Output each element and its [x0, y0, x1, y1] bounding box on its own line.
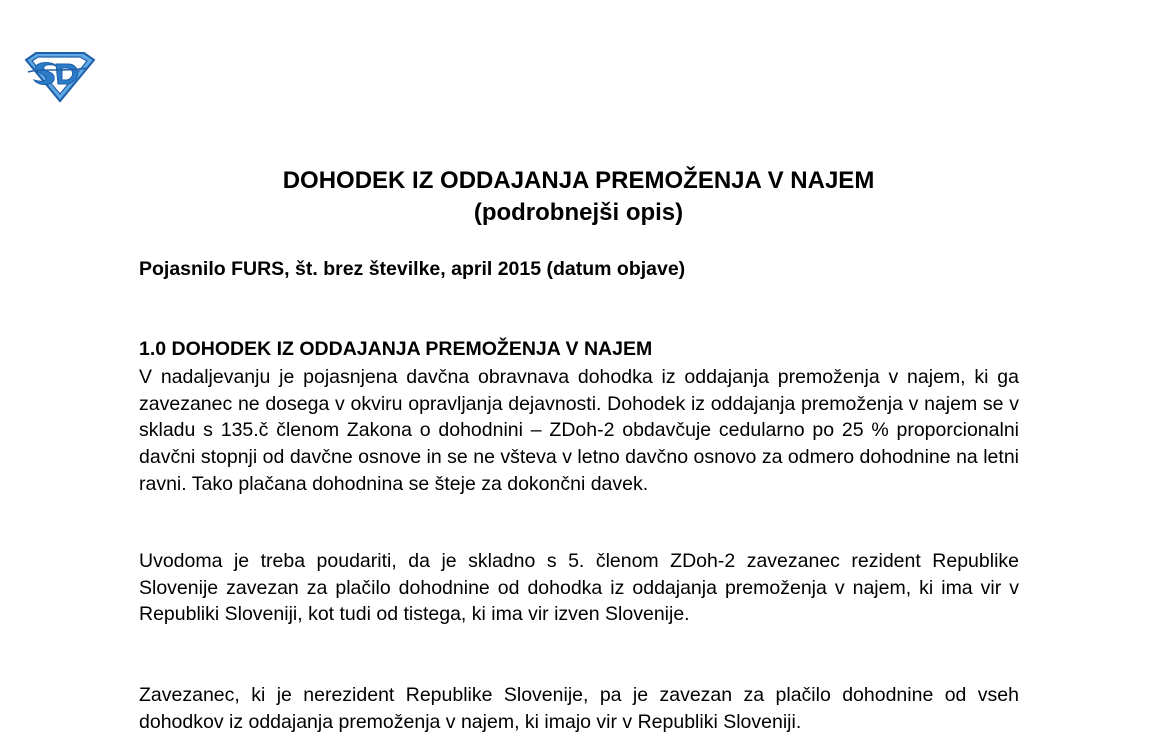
- paragraph-1: V nadaljevanju je pojasnjena davčna obravnava dohodka iz oddajanja premoženja v najem, ki ga zavezanec ne dosega v okviru opravljanja dejavnosti. Dohodek iz oddajanja premoženja v najem se v skladu s 135.č členom Zakona o dohodnini – ZDoh-2 obdavčuje cedularno po 25 % proporcionalni davčni stopnji od davčne osnove in se ne všteva v letno davčno osnovo za odmero dohodnine na letni ravni. Tako plačana dohodnina se šteje za dokončni davek.: [139, 366, 1019, 495]
- section-heading: 1.0 DOHODEK IZ ODDAJANJA PREMOŽENJA V NAJEM: [139, 338, 653, 360]
- paragraph-2: Uvodoma je treba poudariti, da je skladno s 5. členom ZDoh-2 zavezanec rezident Republike Slovenije zavezan za plačilo dohodnine od dohodka iz oddajanja premoženja v najem, ki ima vir v Republiki Sloveniji, kot tudi od tistega, ki ima vir izven Slovenije.: [139, 550, 1019, 626]
- reference-line: Pojasnilo FURS, št. brez številke, april 2015 (datum objave): [139, 258, 686, 280]
- document-title: DOHODEK IZ ODDAJANJA PREMOŽENJA V NAJEM: [282, 167, 875, 194]
- document-subtitle: (podrobnejši opis): [473, 199, 684, 226]
- sd-shield-logo-icon: [22, 50, 96, 104]
- paragraph-3: Zavezanec, ki je nerezident Republike Slovenije, pa je zavezan za plačilo dohodnine od vseh dohodkov iz oddajanja premoženja v najem, ki imajo vir v Republiki Sloveniji.: [139, 684, 1019, 733]
- sd-logo-icon: [22, 50, 96, 104]
